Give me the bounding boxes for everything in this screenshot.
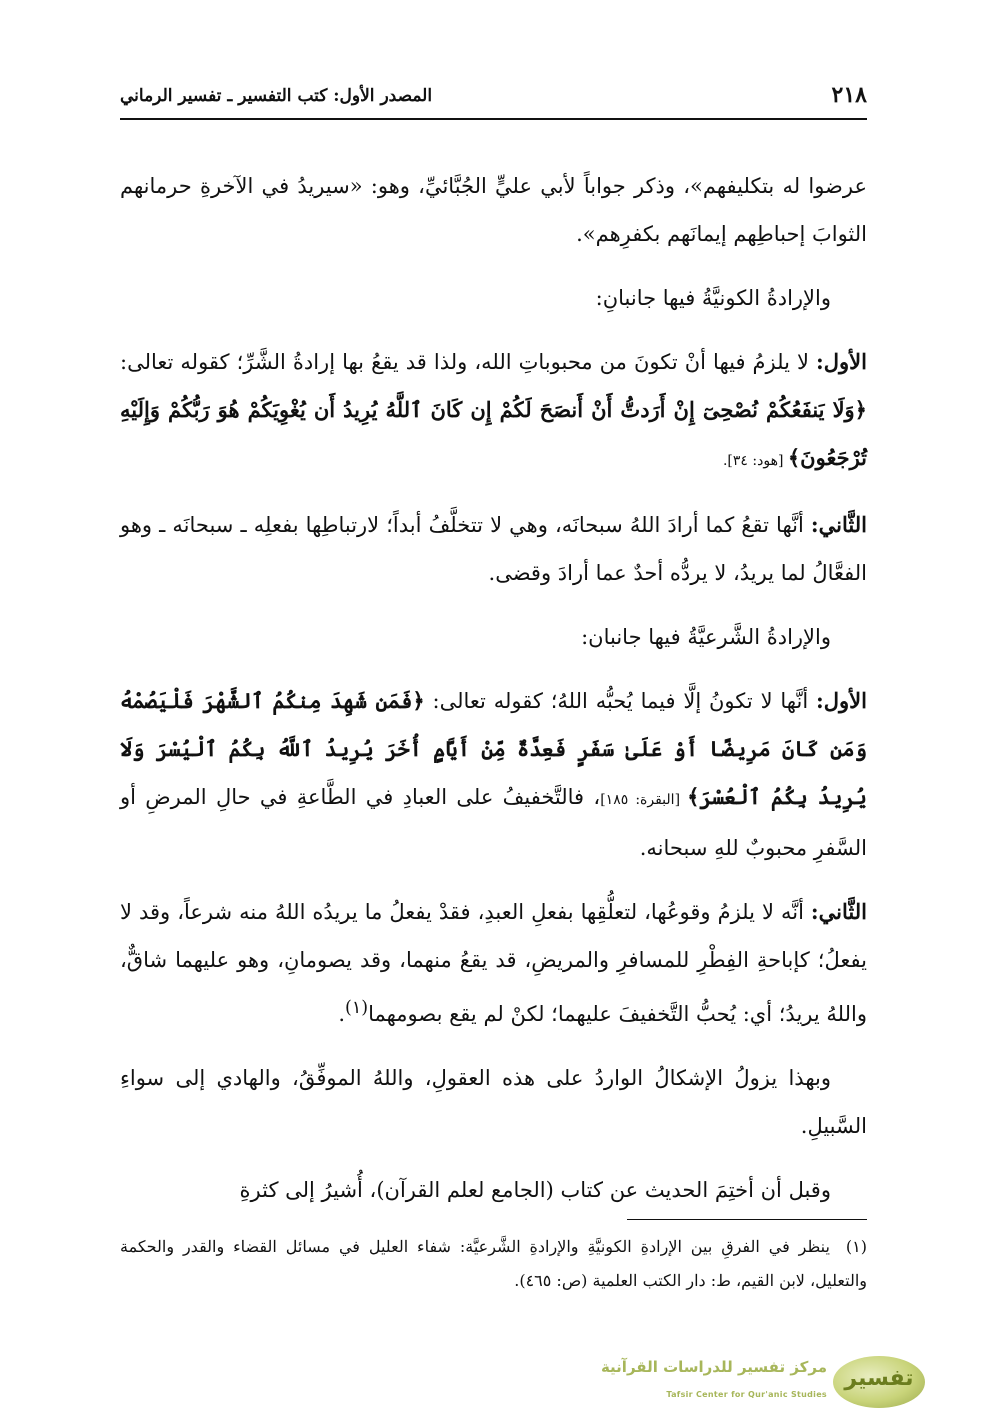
paragraph-1: عرضوا له بتكليفهم»، وذكر جواباً لأبي عليٍّ الجُبَّائيِّ، وهو: «سيريدُ في الآخرةِ حرمانهم الثوابَ إحباطِهم إيمانَهم بكفرِهم». [120, 174, 867, 246]
verse-citation-baqarah: [البقرة: ١٨٥] [600, 792, 688, 808]
paragraph-9: وقبل أن أختِمَ الحديث عن كتاب (الجامع لعلم القرآن)، أُشيرُ إلى كثرةِ [239, 1178, 831, 1202]
paragraph-4 [120, 501, 867, 597]
publisher-logo [600, 1354, 925, 1412]
logo-name: مركز تفسير للدراسات القرآنية [600, 1358, 827, 1376]
running-title: المصدر الأول: كتب التفسير ـ تفسير الرماني [120, 86, 433, 106]
logo-emblem-text: تفسير [844, 1366, 914, 1391]
quran-verse-hud: ﴿وَلَا يَنفَعُكُمْ نُصْحِىٓ إِنْ أَرَدتُّ أَنْ أَنصَحَ لَكُمْ إِن كَانَ ٱللَّهُ يُرِيدُ أَن يُغْوِيَكُمْ هُوَ رَبُّكُمْ وَإِلَيْهِ تُرْجَعُونَ﴾ [120, 397, 867, 470]
page-number: ٢١٨ [831, 82, 867, 108]
paragraph-6-tail: ، فالتَّخفيفُ على العبادِ في الطَّاعةِ في حالِ المرضِ أو السَّفرِ محبوبٌ للهِ سبحانه. [120, 785, 867, 860]
paragraph-6-lead: الأول: [816, 688, 867, 713]
paragraph-7-lead: الثَّاني: [810, 899, 867, 924]
paragraph-5: والإرادةُ الشَّرعيَّةُ فيها جانبان: [581, 625, 831, 649]
verse-citation-hud: [هود: ٣٤]. [722, 453, 788, 469]
logo-subtitle: Tafsir Center for Qur'anic Studies [666, 1390, 827, 1399]
paragraph-7-text: أنَّه لا يلزمُ وقوعُها، لتعلُّقِها بفعلِ العبدِ، فقدْ يفعلُ ما يريدُه اللهُ منه شرعاً، وقد لا يفعلُ؛ كإباحةِ الفِطْرِ للمسافرِ والمريضِ، قد يقعُ منهما، وقد يصومانِ، وهو عليهما شاقٌّ، واللهُ يريدُ؛ أي: يُحبُّ التَّخفيفَ عليهما؛ لكنْ لم يقع بصومهما [120, 900, 867, 1026]
paragraph-8: وبهذا يزولُ الإشكالُ الواردُ على هذه العقولِ، واللهُ الموفِّقُ، والهادي إلى سواءِ السَّبيلِ. [120, 1066, 867, 1138]
paragraph-4-lead: الثَّاني: [810, 512, 867, 537]
body-text [120, 162, 867, 1230]
footnote-marker: (١) [845, 1237, 867, 1256]
globe-emblem-icon [833, 1356, 925, 1408]
page-header [120, 82, 867, 120]
paragraph-2: والإرادةُ الكونيَّةُ فيها جانبانِ: [595, 286, 831, 310]
paragraph-3-lead: الأول: [816, 349, 867, 374]
paragraph-7 [120, 888, 867, 1038]
footnote-text: ينظر في الفرقِ بين الإرادةِ الكونيَّةِ والإرادةِ الشَّرعيَّة: شفاء العليل في مسائل القضاء والقدر والحكمة والتعليل، لابن القيم، ط: دار الكتب العلمية (ص: ٤٦٥). [120, 1237, 867, 1290]
paragraph-6 [120, 677, 867, 872]
paragraph-7-end: . [338, 1002, 346, 1026]
paragraph-3 [120, 338, 867, 485]
footnote-reference[interactable]: (١) [345, 998, 369, 1018]
footnote-divider [627, 1219, 867, 1220]
paragraph-3-text: لا يلزمُ فيها أنْ تكونَ من محبوباتِ الله، ولذا قد يقعُ بها إرادةُ الشَّرِّ؛ كقوله تعالى: [120, 350, 817, 374]
paragraph-4-text: أنَّها تقعُ كما أرادَ اللهُ سبحانَه، وهي لا تتخلَّفُ أبداً؛ لارتباطِها بفعلِه ـ سبحانَه ـ وهو الفعَّالُ لما يريدُ، لا يردُّه أحدٌ عما أرادَ وقضى. [120, 513, 867, 585]
quran-verse-baqarah: ﴿فَمَن شَهِدَ مِنكُمُ ٱلشَّهْرَ فَلْيَصُمْهُ وَمَن كَانَ مَرِيضًا أَوْ عَلَىٰ سَفَرٍ فَعِدَّةٌ مِّنْ أَيَّامٍ أُخَرَ يُرِيدُ ٱللَّهُ بِكُمُ ٱلْيُسْرَ وَلَا يُرِيدُ بِكُمُ ٱلْعُسْرَ﴾ [120, 688, 867, 809]
footnote [120, 1230, 867, 1298]
paragraph-6-text: أنَّها لا تكونُ إلَّا فيما يُحبُّه اللهُ؛ كقوله تعالى: [424, 689, 817, 713]
